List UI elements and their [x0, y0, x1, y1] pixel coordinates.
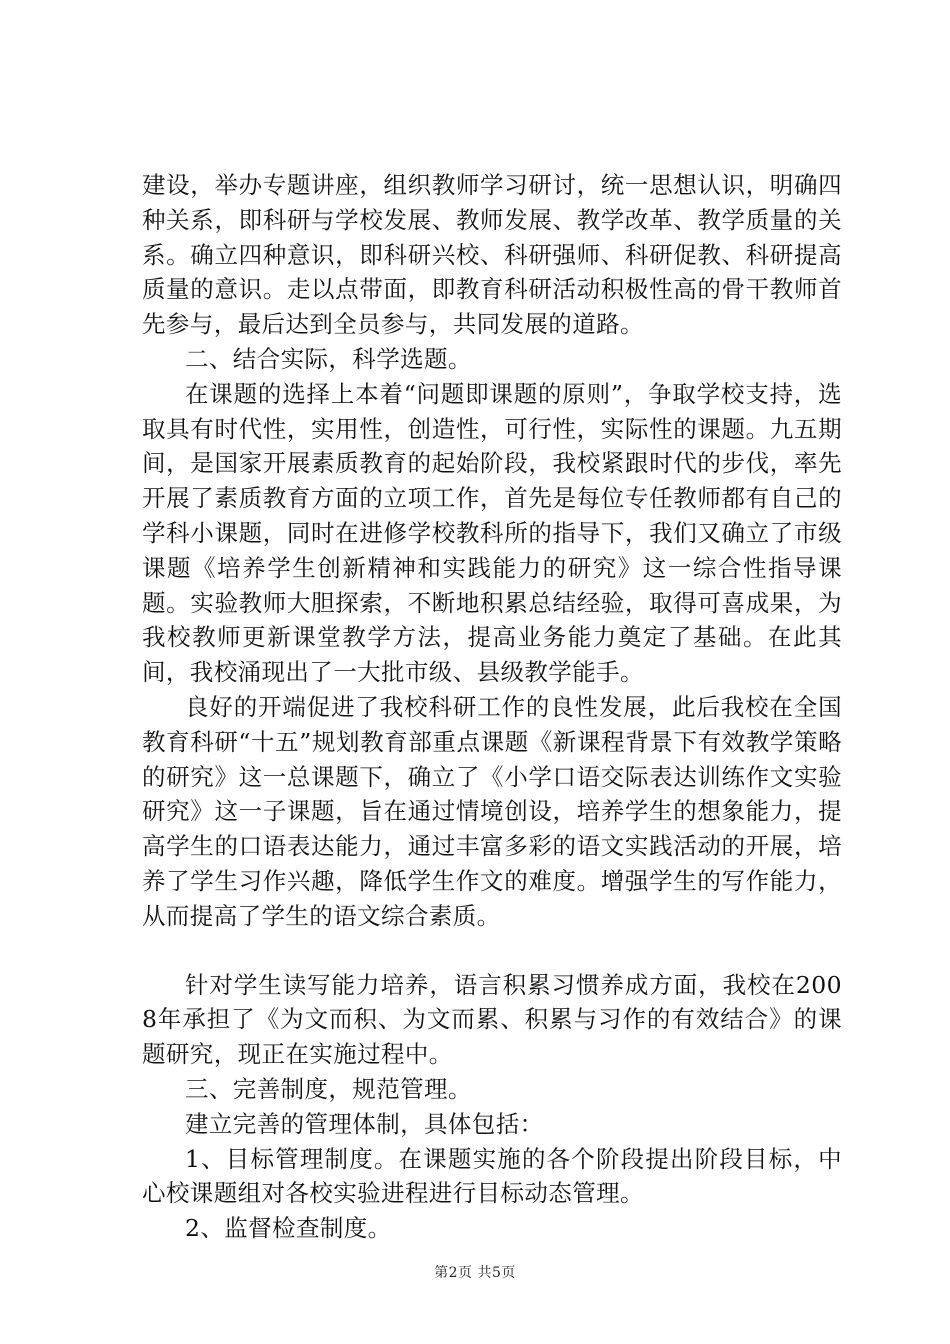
document-body: [142, 168, 842, 1246]
paragraph: 在课题的选择上本着“问题即课题的原则”，争取学校支持，选取具有时代性，实用性，创造性，可行性，实际性的课题。九五期间，是国家开展素质教育的起始阶段，我校紧跟时代的步伐，率先开展了素质教育方面的立项工作，首先是每位专任教师都有自己的学科小课题，同时在进修学校教科所的指导下，我们又确立了市级课题《培养学生创新精神和实践能力的研究》这一综合性指导课题。实验教师大胆探索，不断地积累总结经验，取得可喜成果，为我校教师更新课堂教学方法，提高业务能力奠定了基础。在此其间，我校涌现出了一大批市级、县级教学能手。: [142, 379, 842, 687]
page-number-footer: 第2页 共5页: [434, 1265, 516, 1281]
list-item: 2、监督检查制度。: [185, 1214, 392, 1243]
paragraph: 良好的开端促进了我校科研工作的良性发展，此后我校在全国教育科研“十五”规划教育部重点课题《新课程背景下有效教学策略的研究》这一总课题下，确立了《小学口语交际表达训练作文实验研究》这一子课题，旨在通过情境创设，培养学生的想象能力，提高学生的口语表达能力，通过丰富多彩的语文实践活动的开展，培养了学生习作兴趣，降低学生作文的难度。增强学生的写作能力，从而提高了学生的语文综合素质。: [142, 692, 842, 930]
section-heading: 二、结合实际，科学选题。: [185, 344, 472, 373]
paragraph: 建设，举办专题讲座，组织教师学习研讨，统一思想认识，明确四种关系，即科研与学校发展、教师发展、教学改革、教学质量的关系。确立四种意识，即科研兴校、科研强师、科研促教、科研提高质量的意识。走以点带面，即教育科研活动积极性高的骨干教师首先参与，最后达到全员参与，共同发展的道路。: [142, 171, 842, 339]
paragraph: 针对学生读写能力培养，语言积累习惯养成方面，我校在2008年承担了《为文而积、为文而累、积累与习作的有效结合》的课题研究，现正在实施过程中。: [142, 970, 842, 1069]
list-item: 1、目标管理制度。在课题实施的各个阶段提出阶段目标，中心校课题组对各校实验进程进行目标动态管理。: [142, 1144, 842, 1208]
section-heading: 三、完善制度，规范管理。: [185, 1074, 472, 1103]
paragraph-spacer: [142, 934, 842, 968]
paragraph: 建立完善的管理体制，具体包括：: [185, 1109, 544, 1138]
